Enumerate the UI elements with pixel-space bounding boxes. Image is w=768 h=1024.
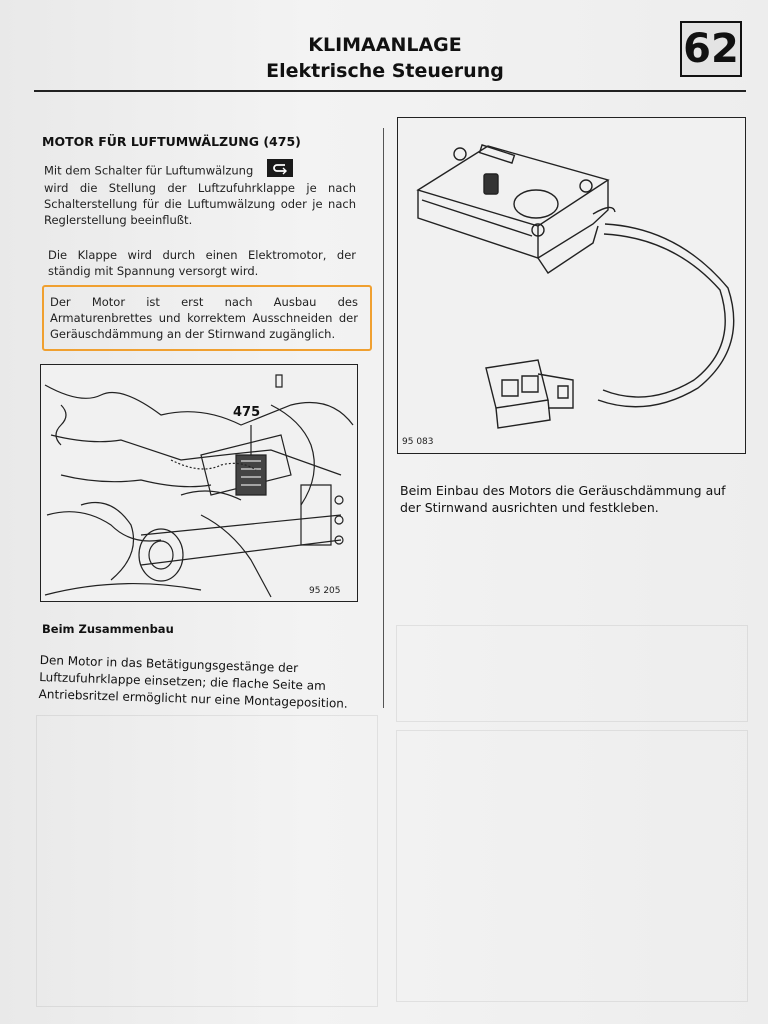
page-subtitle: Elektrische Steuerung (266, 60, 504, 82)
motor-unit-figure (397, 117, 746, 454)
column-divider (383, 128, 384, 708)
header-rule (34, 90, 746, 92)
intro-first-line-text: Mit dem Schalter für Luftumwälzung (44, 163, 254, 178)
recirculation-switch-icon (267, 159, 293, 177)
figure-ref-left: 95 205 (309, 586, 341, 596)
assembly-text: Den Motor in das Betätigungsgestänge der Luftzufuhrklappe einsetzen; die flache Seite am Antriebsritzel ermöglicht nur eine Montageposition. (38, 652, 348, 711)
motor-paragraph: Die Klappe wird durch einen Elektromotor, der ständig mit Spannung versorgt wird. (48, 248, 356, 278)
vehicle-drawing (41, 365, 357, 601)
bleed-through-table-1 (396, 625, 748, 722)
bleed-through-table-3 (396, 730, 748, 1002)
intro-paragraph (44, 162, 356, 228)
section-heading: MOTOR FÜR LUFTUMWÄLZUNG (475) (42, 134, 301, 149)
figure-ref-right: 95 083 (402, 437, 434, 447)
vehicle-motor-location-figure (40, 364, 358, 602)
access-note: Der Motor ist erst nach Ausbau des Armaturenbrettes und korrektem Ausschneiden der Geräuschdämmung an der Stirnwand zugänglich. (50, 295, 358, 341)
page-number: 62 (680, 21, 742, 77)
assembly-heading: Beim Zusammenbau (42, 622, 174, 636)
motor-drawing (398, 118, 745, 453)
installation-note: Beim Einbau des Motors die Geräuschdämmung auf der Stirnwand ausrichten und festkleben. (400, 483, 726, 515)
intro-rest: wird die Stellung der Luftzufuhrklappe je nach Schalterstellung für die Luftumwälzung oder je nach Reglerstellung beeinflußt. (44, 181, 356, 227)
intro-first-line (44, 162, 356, 180)
page-title: KLIMAANLAGE (308, 34, 462, 56)
bleed-through-table-2 (36, 715, 378, 1007)
part-callout: 475 (233, 405, 261, 420)
